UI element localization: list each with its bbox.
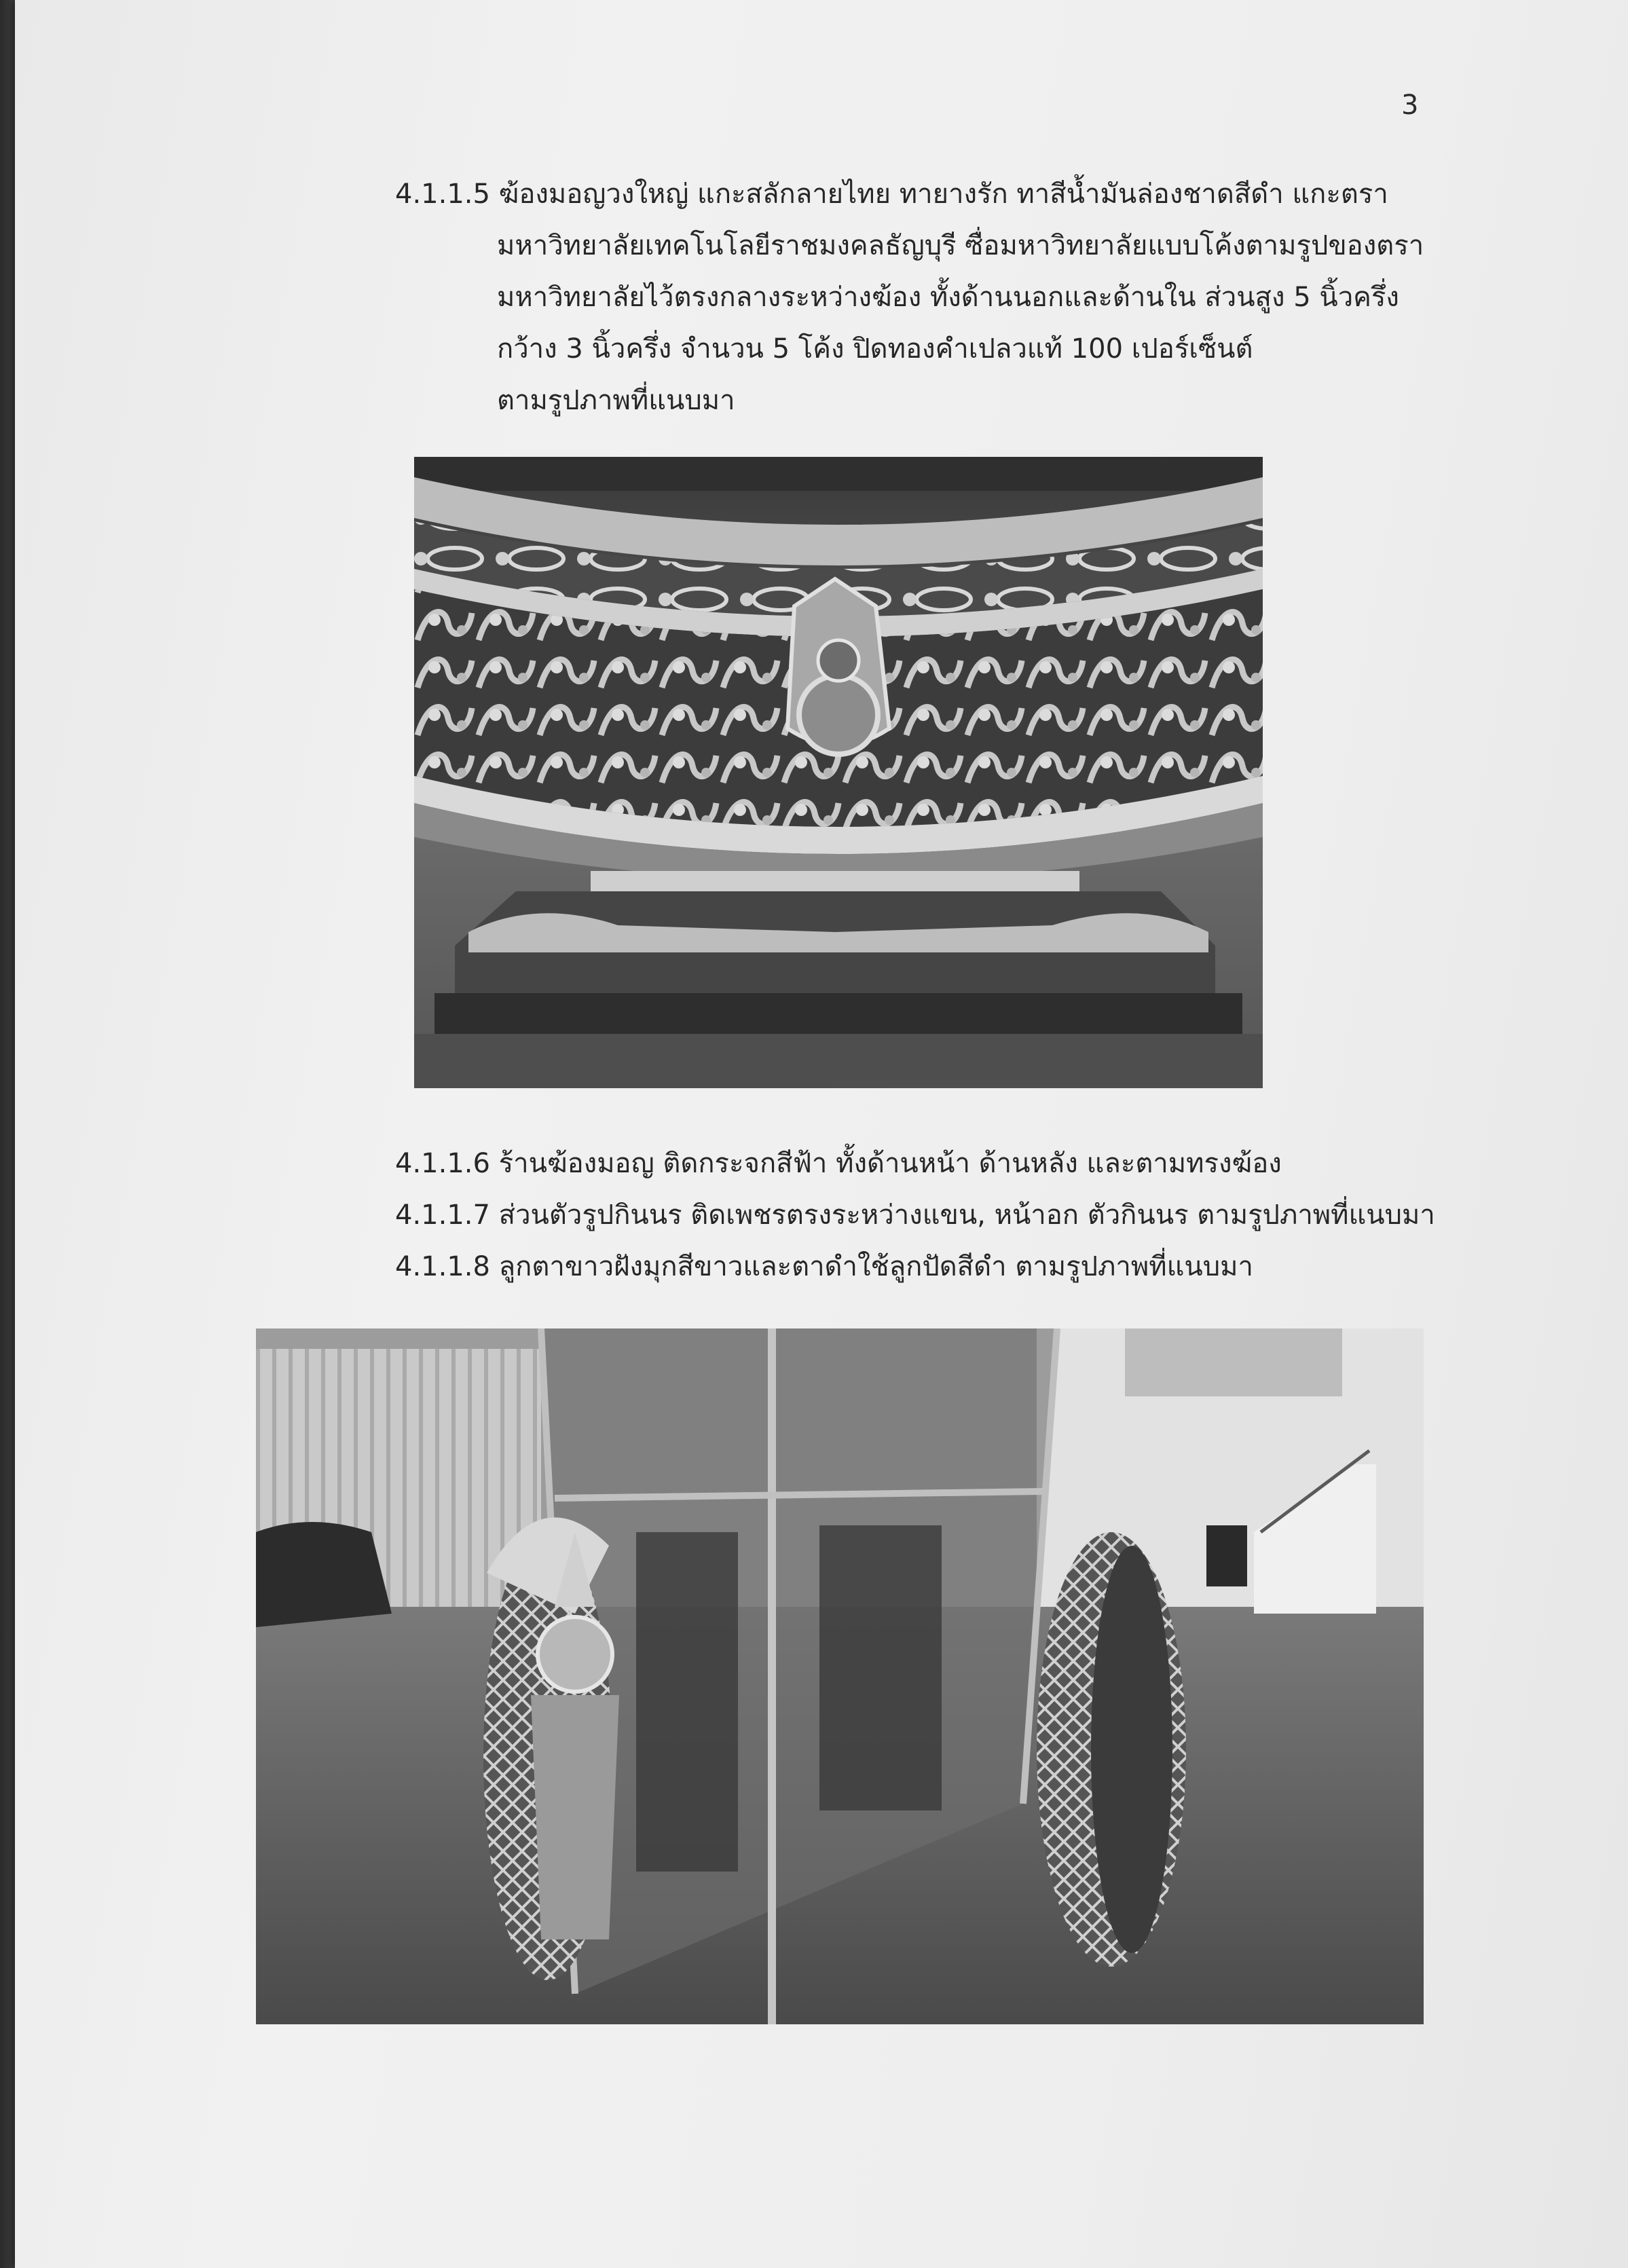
item-4-1-1-7: 4.1.1.7 ส่วนตัวรูปกินนร ติดเพชรตรงระหว่างแขน, หน้าอก ตัวกินนร ตามรูปภาพที่แนบมา <box>395 1200 1435 1231</box>
item-4-1-1-6: 4.1.1.6 ร้านฆ้องมอญ ติดกระจกสีฟ้า ทั้งด้านหน้า ด้านหลัง และตามทรงฆ้อง <box>395 1148 1282 1179</box>
section-4-1-1-5-line-1: 4.1.1.5 ฆ้องมอญวงใหญ่ แกะสลักลายไทย ทายางรัก ทาสีน้ำมันล่องชาดสีดำ แกะตรา <box>395 179 1388 210</box>
gong-carving-photo <box>414 457 1263 1088</box>
kinnara-gong-photo <box>256 1328 1424 2024</box>
section-4-1-1-5-line-2: มหาวิทยาลัยเทคโนโลยีราชมงคลธัญบุรี ซื่อมหาวิทยาลัยแบบโค้งตามรูปของตรา <box>497 230 1424 261</box>
items-4-1-1-6-to-8 <box>395 1138 1435 1293</box>
section-4-1-1-5 <box>395 168 1424 426</box>
section-4-1-1-5-line-5: ตามรูปภาพที่แนบมา <box>497 385 735 416</box>
item-4-1-1-8: 4.1.1.8 ลูกตาขาวฝังมุกสีขาวและตาดำใช้ลูกปัดสีดำ ตามรูปภาพที่แนบมา <box>395 1251 1253 1282</box>
section-4-1-1-5-line-4: กว้าง 3 นิ้วครึ่ง จำนวน 5 โค้ง ปิดทองคำเปลวแท้ 100 เปอร์เซ็นต์ <box>497 333 1253 365</box>
section-4-1-1-5-line-3: มหาวิทยาลัยไว้ตรงกลางระหว่างฆ้อง ทั้งด้านนอกและด้านใน ส่วนสูง 5 นิ้วครึ่ง <box>497 282 1399 313</box>
document-page <box>15 0 1628 2268</box>
page-number: 3 <box>1401 90 1419 121</box>
